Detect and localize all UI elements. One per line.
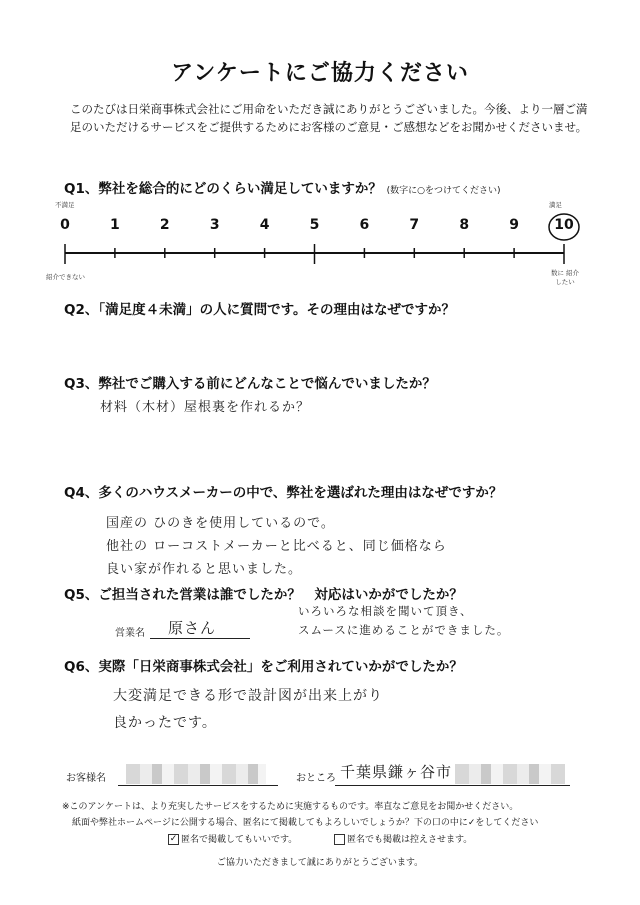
customer-name-label: お客様名	[66, 773, 106, 784]
answer-4-line3: 良い家が作れると思いました。	[106, 562, 303, 577]
answer-3: 材料（木材）屋根裏を作れるか？	[100, 400, 311, 415]
selected-circle	[549, 214, 579, 240]
answer-4-line2: 他社の ローコストメーカーと比べると、同じ価格なら	[106, 539, 447, 554]
scale-left-bottom: 紹介できない	[46, 273, 85, 281]
question-4: Q4、多くのハウスメーカーの中で、弊社を選ばれた理由はなぜですか？	[64, 485, 503, 501]
scale-number-9[interactable]: 9	[509, 217, 519, 233]
customer-name-underline	[118, 785, 278, 786]
address-underline	[335, 785, 570, 786]
consent-option-1[interactable]: ✓ 匿名で掲載してもいいです。	[169, 834, 298, 845]
sales-name: 原さん	[168, 619, 217, 637]
scale-number-1[interactable]: 1	[110, 217, 120, 233]
question-6: Q6、実際「日栄商事株式会社」をご利用されていかがでしたか？	[64, 659, 463, 675]
answer-6-line2: 良かったです。	[113, 715, 217, 731]
scale-right-bottom: 数に 紹介したい	[550, 269, 580, 286]
scale-number-7[interactable]: 7	[409, 217, 420, 233]
checkbox-anonymous-ok[interactable]: ✓	[169, 834, 178, 844]
scale-number-2[interactable]: 2	[159, 217, 170, 233]
consent-option-2[interactable]: 匿名でも掲載は控えさせます。	[334, 832, 472, 845]
scale-number-8[interactable]: 8	[459, 217, 470, 233]
question-1-note: (数字に○をつけてください)	[386, 186, 501, 196]
scale-number-6[interactable]: 6	[359, 217, 370, 233]
thanks-text: ご協力いただきまして誠にありがとうございます。	[216, 858, 424, 868]
question-1-text: Q1、弊社を総合的にどのくらい満足していますか？	[64, 181, 382, 197]
scale-number-0[interactable]: 0	[60, 217, 70, 233]
intro-text: このたびは日栄商事株式会社にご用命をいただき誠にありがとうございました。今後、より一層ご満足のいただけるサービスをご提供するためにお客様のご意見・ご感想などをお聞かせくださいませ。	[70, 102, 588, 134]
sales-underline	[150, 638, 250, 639]
customer-name-redacted	[126, 764, 266, 784]
page-title: アンケートにご協力ください	[171, 61, 469, 86]
checkbox-anonymous-decline[interactable]	[334, 834, 345, 845]
scale-number-5[interactable]: 5	[309, 217, 320, 233]
question-3: Q3、弊社でご購入する前にどんなことで悩んでいましたか？	[64, 376, 436, 392]
question-2: Q2、「満足度４未満」の人に質問です。その理由はなぜですか？	[64, 302, 456, 318]
answer-4-line1: 国産の ひのきを使用しているので。	[106, 516, 335, 531]
answer-5-line1: いろいろな相談を聞いて頂き、	[298, 604, 473, 618]
question-5: Q5、ご担当された営業は誰でしたか？ 対応はいかがでしたか？	[64, 587, 463, 603]
address-label: おところ	[296, 773, 336, 784]
scale-number-3[interactable]: 3	[209, 217, 220, 233]
footer-note-2: 紙面や弊社ホームページに公開する場合、匿名にて掲載してもよろしいでしょうか？下の口の中に✓をしてください	[72, 818, 539, 828]
address-value: 千葉県鎌ヶ谷市	[340, 763, 453, 781]
answer-6-line1: 大変満足できる形で設計図が出来上がり	[113, 688, 383, 704]
address-redacted	[455, 764, 565, 784]
scale-number-10[interactable]: 10	[554, 217, 574, 233]
scale-left-top: 不満足	[55, 201, 75, 209]
sales-label: 営業名	[115, 628, 145, 639]
scale-number-4[interactable]: 4	[259, 217, 270, 233]
scale-right-top: 満足	[549, 201, 562, 209]
answer-5-line2: スムースに進めることができました。	[298, 623, 510, 637]
footer-note-1: ※このアンケートは、より充実したサービスをするために実施するものです。率直なご意見をお聞かせください。	[62, 802, 519, 812]
